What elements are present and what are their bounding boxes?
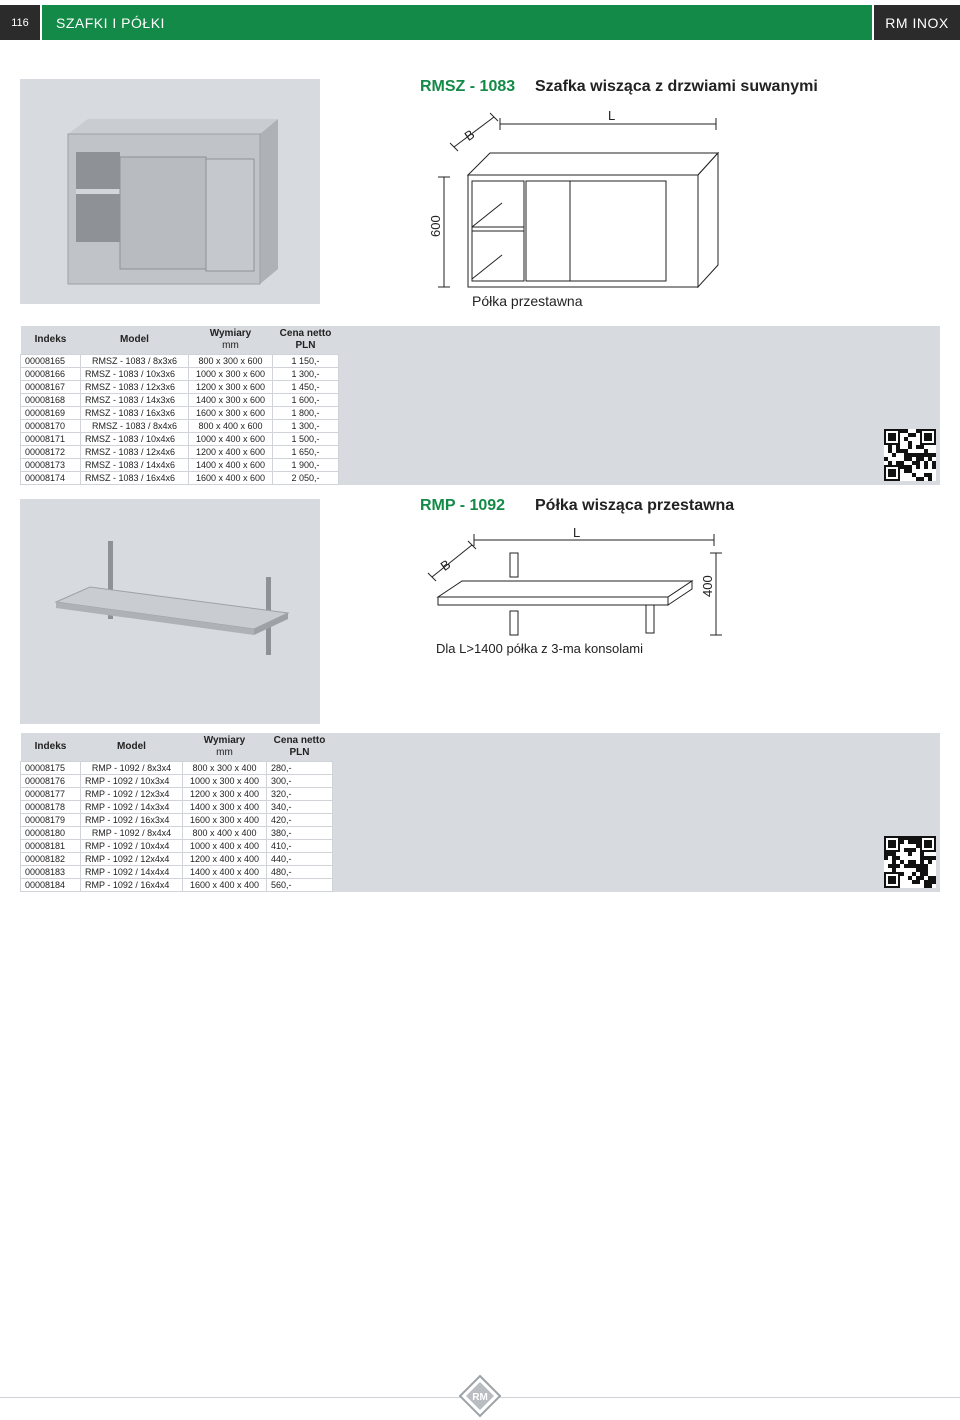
cell-model: RMSZ - 1083 / 8x3x6 (81, 355, 189, 368)
table-row (21, 381, 339, 394)
table-row (21, 433, 339, 446)
table-row (21, 853, 333, 866)
cell-dims: 800 x 400 x 600 (189, 420, 273, 433)
cell-dims: 1400 x 400 x 600 (189, 459, 273, 472)
col-index: Indeks (21, 326, 81, 355)
cell-model: RMSZ - 1083 / 16x3x6 (81, 407, 189, 420)
cell-price: 410,- (267, 840, 333, 853)
col-model: Model (81, 326, 189, 355)
cell-model: RMSZ - 1083 / 8x4x6 (81, 420, 189, 433)
table-row (21, 801, 333, 814)
cell-price: 1 300,- (273, 420, 339, 433)
cell-price: 1 450,- (273, 381, 339, 394)
cell-price: 440,- (267, 853, 333, 866)
cell-dims: 1400 x 400 x 400 (183, 866, 267, 879)
page-header (0, 0, 960, 44)
cell-index: 00008180 (21, 827, 81, 840)
table-row (21, 827, 333, 840)
page-number: 116 (0, 5, 40, 40)
cell-price: 1 900,- (273, 459, 339, 472)
cell-model: RMP - 1092 / 12x4x4 (81, 853, 183, 866)
cell-index: 00008166 (21, 368, 81, 381)
table-row (21, 420, 339, 433)
cell-dims: 1600 x 300 x 400 (183, 814, 267, 827)
table-row (21, 368, 339, 381)
table-row (21, 840, 333, 853)
cell-price: 1 150,- (273, 355, 339, 368)
product1-photo (20, 79, 320, 304)
cell-price: 340,- (267, 801, 333, 814)
cell-model: RMP - 1092 / 14x4x4 (81, 866, 183, 879)
cell-index: 00008168 (21, 394, 81, 407)
col-dims-label: Wymiary (203, 735, 246, 746)
cell-index: 00008182 (21, 853, 81, 866)
product2-code: RMP - 1092 (420, 497, 506, 514)
cell-dims: 1000 x 400 x 400 (183, 840, 267, 853)
cell-index: 00008176 (21, 775, 81, 788)
cell-price: 1 650,- (273, 446, 339, 459)
cell-model: RMSZ - 1083 / 14x3x6 (81, 394, 189, 407)
cell-price: 1 300,- (273, 368, 339, 381)
product2-name: Półka wisząca przestawna (535, 497, 735, 514)
product1-dim-l: L (608, 108, 616, 123)
product2-table-panel (20, 733, 940, 892)
qr-code-icon (884, 836, 936, 888)
cell-model: RMP - 1092 / 14x3x4 (81, 801, 183, 814)
col-dims-label: Wymiary (209, 328, 252, 339)
cell-price: 2 050,- (273, 472, 339, 485)
product1-table-panel (20, 326, 940, 485)
table-row (21, 762, 333, 775)
col-dims-unit: mm (222, 340, 239, 351)
cell-index: 00008173 (21, 459, 81, 472)
cell-dims: 1000 x 300 x 400 (183, 775, 267, 788)
cell-index: 00008170 (21, 420, 81, 433)
table-row (21, 459, 339, 472)
cell-dims: 800 x 400 x 400 (183, 827, 267, 840)
brand-label: RM INOX (874, 5, 960, 40)
cell-dims: 1000 x 300 x 600 (189, 368, 273, 381)
col-price-unit: PLN (295, 340, 316, 351)
product2-dimension-drawing (420, 525, 730, 640)
product1-dim-h: 600 (428, 215, 443, 237)
cell-price: 560,- (267, 879, 333, 892)
col-dims (189, 326, 273, 355)
cell-dims: 800 x 300 x 600 (189, 355, 273, 368)
cell-index: 00008179 (21, 814, 81, 827)
footer-logo-text: RM (472, 1392, 488, 1403)
cell-index: 00008165 (21, 355, 81, 368)
cell-model: RMSZ - 1083 / 10x3x6 (81, 368, 189, 381)
product1-spec-table (20, 326, 339, 485)
cell-index: 00008172 (21, 446, 81, 459)
table-row (21, 446, 339, 459)
product2-dim-b: B (437, 556, 454, 574)
product1-code: RMSZ - 1083 (420, 78, 516, 95)
product2-photo (20, 499, 320, 724)
product1-name: Szafka wisząca z drzwiami suwanymi (535, 78, 818, 95)
cell-model: RMP - 1092 / 12x3x4 (81, 788, 183, 801)
cell-dims: 1200 x 300 x 400 (183, 788, 267, 801)
cell-index: 00008183 (21, 866, 81, 879)
product1-dimension-drawing (420, 105, 730, 295)
cell-dims: 1600 x 400 x 600 (189, 472, 273, 485)
table-row (21, 472, 339, 485)
product1-dim-b: B (461, 126, 478, 144)
col-dims-unit: mm (216, 747, 233, 758)
cell-price: 480,- (267, 866, 333, 879)
cell-dims: 800 x 300 x 400 (183, 762, 267, 775)
table-row (21, 407, 339, 420)
cell-index: 00008181 (21, 840, 81, 853)
cell-model: RMP - 1092 / 16x3x4 (81, 814, 183, 827)
col-price-unit: PLN (289, 747, 310, 758)
qr-code-icon (884, 429, 936, 481)
product2-spec-table (20, 733, 333, 892)
cell-model: RMSZ - 1083 / 12x4x6 (81, 446, 189, 459)
cell-index: 00008178 (21, 801, 81, 814)
cell-price: 300,- (267, 775, 333, 788)
cell-model: RMP - 1092 / 16x4x4 (81, 879, 183, 892)
cell-price: 1 500,- (273, 433, 339, 446)
cell-price: 320,- (267, 788, 333, 801)
col-price-label: Cena netto (273, 735, 326, 746)
cell-index: 00008167 (21, 381, 81, 394)
cell-dims: 1600 x 300 x 600 (189, 407, 273, 420)
product2-note: Dla L>1400 półka z 3-ma konsolami (436, 641, 644, 656)
table-row (21, 866, 333, 879)
cell-index: 00008169 (21, 407, 81, 420)
table-row (21, 775, 333, 788)
cell-model: RMP - 1092 / 8x4x4 (81, 827, 183, 840)
rm-logo-icon (458, 1374, 502, 1418)
cell-price: 380,- (267, 827, 333, 840)
cell-index: 00008175 (21, 762, 81, 775)
cell-index: 00008184 (21, 879, 81, 892)
table-row (21, 355, 339, 368)
cell-dims: 1000 x 400 x 600 (189, 433, 273, 446)
product1-note: Półka przestawna (472, 293, 583, 309)
table-row (21, 394, 339, 407)
cell-index: 00008171 (21, 433, 81, 446)
cell-model: RMSZ - 1083 / 10x4x6 (81, 433, 189, 446)
col-index: Indeks (21, 733, 81, 762)
table-row (21, 879, 333, 892)
col-price-label: Cena netto (279, 328, 332, 339)
cell-price: 280,- (267, 762, 333, 775)
product2-dim-h: 400 (700, 575, 715, 597)
col-price (273, 326, 339, 355)
product2-dim-l: L (573, 525, 581, 540)
table-row (21, 814, 333, 827)
cell-dims: 1200 x 400 x 600 (189, 446, 273, 459)
cell-dims: 1200 x 400 x 400 (183, 853, 267, 866)
cell-dims: 1400 x 300 x 400 (183, 801, 267, 814)
col-model: Model (81, 733, 183, 762)
cell-model: RMSZ - 1083 / 16x4x6 (81, 472, 189, 485)
cell-dims: 1600 x 400 x 400 (183, 879, 267, 892)
cell-dims: 1200 x 300 x 600 (189, 381, 273, 394)
cell-price: 420,- (267, 814, 333, 827)
cell-model: RMP - 1092 / 10x4x4 (81, 840, 183, 853)
cell-model: RMSZ - 1083 / 14x4x6 (81, 459, 189, 472)
cell-dims: 1400 x 300 x 600 (189, 394, 273, 407)
col-dims (183, 733, 267, 762)
cell-model: RMSZ - 1083 / 12x3x6 (81, 381, 189, 394)
cell-index: 00008174 (21, 472, 81, 485)
cell-model: RMP - 1092 / 8x3x4 (81, 762, 183, 775)
table-row (21, 788, 333, 801)
cell-model: RMP - 1092 / 10x3x4 (81, 775, 183, 788)
cell-index: 00008177 (21, 788, 81, 801)
col-price (267, 733, 333, 762)
cell-price: 1 600,- (273, 394, 339, 407)
cell-price: 1 800,- (273, 407, 339, 420)
section-title: SZAFKI I PÓŁKI (42, 5, 872, 40)
